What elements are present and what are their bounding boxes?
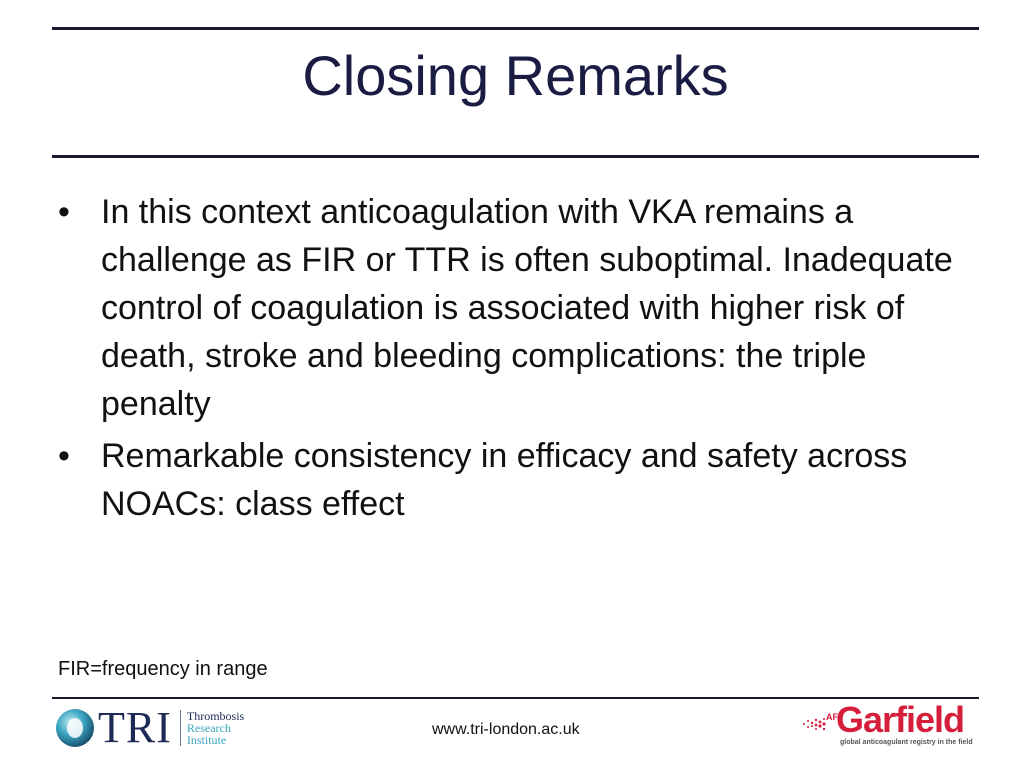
bullet-item	[58, 432, 963, 528]
bullet-marker: •	[58, 193, 70, 231]
tri-logo-line1: Thrombosis	[186, 709, 245, 723]
bullet-marker: •	[58, 437, 70, 475]
tri-logo-line2: Research	[186, 721, 231, 735]
garfield-logo	[800, 700, 976, 752]
bullet-list	[58, 188, 963, 532]
title-divider	[52, 155, 979, 158]
tri-logo-letters: TRI	[98, 703, 172, 752]
garfield-logo-tagline: global anticoagulant registry in the field	[840, 739, 973, 746]
footnote: FIR=frequency in range	[58, 658, 268, 680]
slide-title: Closing Remarks	[302, 44, 729, 107]
tri-logo	[56, 703, 245, 752]
bullet-text: Remarkable consistency in efficacy and safety across NOACs: class effect	[101, 437, 908, 523]
tri-logo-line3: Institute	[186, 733, 227, 747]
bullet-text: In this context anticoagulation with VKA remains a challenge as FIR or TTR is often suboptimal. Inadequate control of coagulation is associated with higher risk of death, stroke and bleeding complications: the triple penalty	[101, 193, 953, 423]
tri-globe-icon	[56, 709, 94, 747]
top-divider	[52, 27, 979, 30]
bullet-item	[58, 188, 963, 428]
garfield-logo-prefix: AF	[826, 712, 838, 722]
tri-logo-separator	[180, 710, 181, 746]
footer-url: www.tri-london.ac.uk	[432, 721, 580, 738]
tri-logo-words	[187, 710, 244, 746]
garfield-logo-word: Garfield	[836, 699, 965, 740]
